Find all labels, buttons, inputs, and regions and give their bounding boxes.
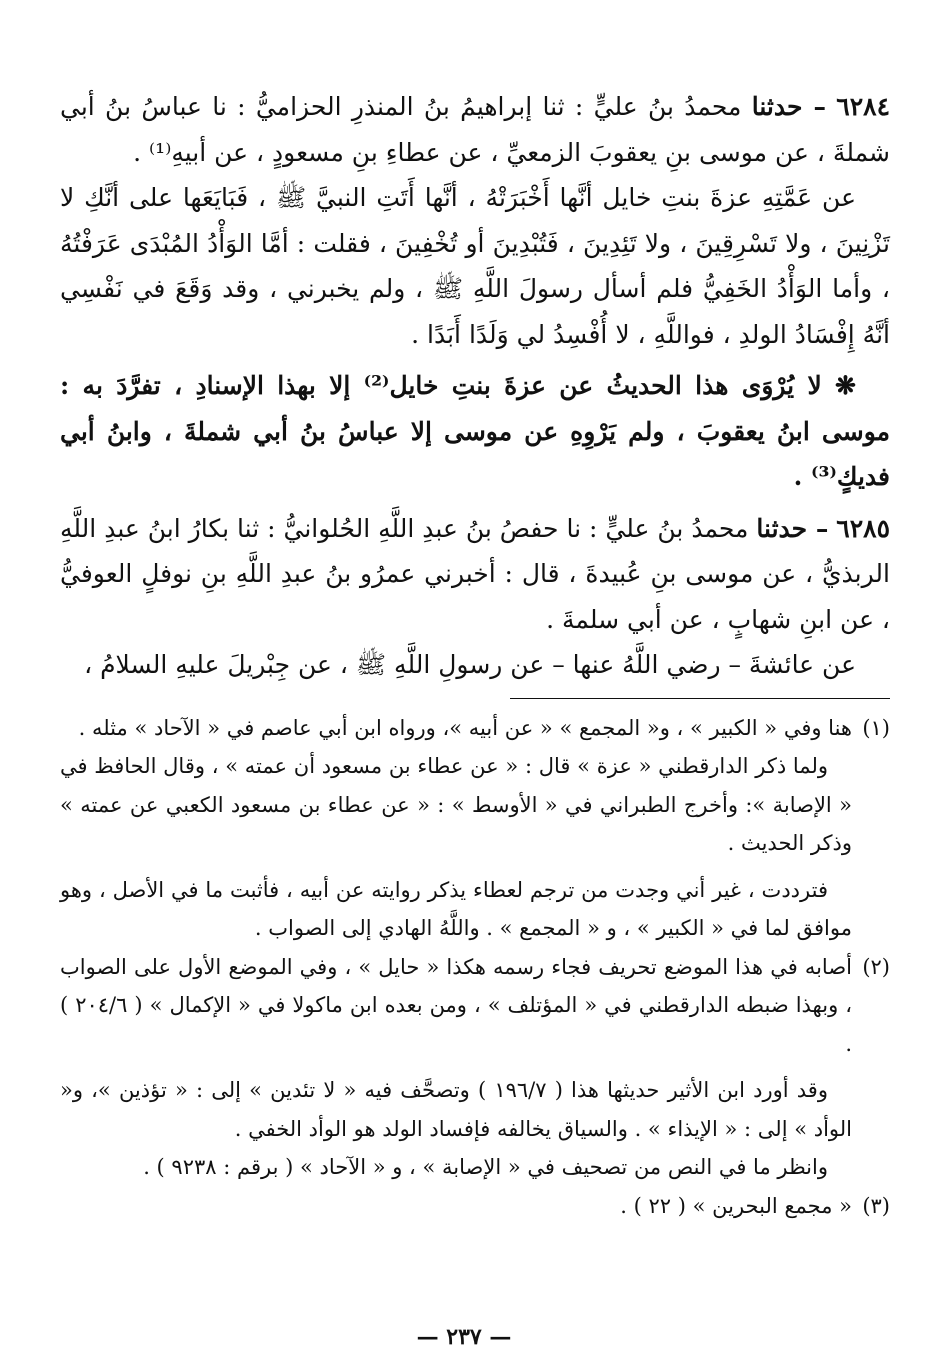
hadith-opening: – حدثنا [756, 513, 829, 543]
hadith-6284-matn: عن عَمَّتِهِ عزةَ بنتِ خايل أنَّها أَخْبَرَتْهُ ، أنَّها أَتَتِ النبيَّ ﷺ ، فَبَايَعَها على أنَّكِ لا تَزْنِينَ ، ولا تَسْرِقِينَ ، ولا تَئِدِينَ ، فَتُبْدِينَ أو تُخْفِينَ ، فقلت : أمَّا الوَأْدُ المُبْدَى عَرَفْتُهُ ، وأما الوَأْدُ الخَفِيُّ فلم أسأل رسولَ اللَّهِ ﷺ ، ولم يخبرني ، وقد وَقَعَ في نَفْسِي أنَّهُ إِفْسَادُ الولدِ ، فواللَّهِ ، لا أُفْسِدُ لي وَلَدًا أَبَدًا . [60, 183, 890, 349]
footnote-text: « مجمع البحرين » ( ٢٢ ) . [620, 1193, 852, 1218]
footnote-2 [60, 948, 890, 1064]
hadith-opening: – حدثنا [751, 92, 826, 121]
footnote-text: هنا وفي « الكبير » ، و« المجمع » « عن أبيه »، ورواه ابن أبي عاصم في « الآحاد » مثله . [78, 715, 852, 740]
hadith-6284-isnad [60, 84, 890, 175]
footnote-3 [60, 1187, 890, 1226]
isnad-text: محمدُ بنُ عليٍّ : نا حفصُ بنُ عبدِ اللَّهِ الحُلوانيُّ : ثنا بكارُ ابنُ عبدِ اللَّهِ الربذيُّ ، عن موسى بنِ عُبيدةَ ، قال : أخبرني عمرُو بنُ عبدِ اللَّهِ بنِ نوفلٍ العوفيُّ ، عن ابنِ شهابٍ ، عن أبي سلمةَ . [60, 513, 890, 634]
footnote-mark: (١) [862, 715, 890, 740]
hadith-6285-isnad [60, 506, 890, 643]
footnote-2-continuation: وانظر ما في النص من تصحيف في « الإصابة » ، و « الآحاد » ( برقم : ٩٢٣٨ ) . [143, 1155, 828, 1179]
footnote-mark: (٢) [862, 954, 890, 979]
hadith-number: ٦٢٨٥ [836, 513, 891, 543]
page-number: — ٢٣٧ — [416, 1324, 512, 1350]
footnote-divider [510, 698, 890, 699]
page-content [60, 84, 890, 1225]
footnote-text: أصابه في هذا الموضع تحريف فجاء رسمه هكذا « حايل » ، وفي الموضع الأول على الصواب ، وبهذا ضبطه الدارقطني في « المؤتلف » ، ومن بعده ابن ماكولا في « الإكمال » ( ٢٠٤/٦ ) . [60, 954, 852, 1056]
footnote-1-continuation: ولما ذكر الدارقطني « عزة » قال : « عن عطاء بن مسعود أن عمته » ، وقال الحافظ في « الإصابة »: وأخرج الطبراني في « الأوسط » : « عن عطاء بن مسعود الكعبي عن عمته » وذكر الحديث . [60, 754, 852, 855]
footnote-1-continuation: فترددت ، غير أني وجدت من ترجم لعطاء يذكر روايته عن أبيه ، فأثبت ما في الأصل ، وهو موافق لما في « الكبير » ، و « المجمع » . واللَّهُ الهادي إلى الصواب . [60, 877, 852, 940]
footnote-mark: (٣) [862, 1193, 890, 1218]
hadith-6285-matn: عن عائشةَ – رضي اللَّهُ عنها – عن رسولِ اللَّهِ ﷺ ، عن جِبْريلَ عليهِ السلامُ ، [84, 650, 856, 679]
hadith-number: ٦٢٨٤ [836, 92, 890, 121]
hadith-6284-note: ❋ لا يُرْوَى هذا الحديثُ عن عزةَ بنتِ خايل⁽²⁾ إلا بهذا الإسنادِ ، تفرَّدَ به : موسى ابنُ يعقوبَ ، ولم يَرْوِهِ عن موسى إلا عباسُ بنُ أبي شملةَ ، وابنُ أبي فديكٍ⁽³⁾ . [60, 371, 890, 491]
footnote-2-continuation: وقد أورد ابن الأثير حديثها هذا ( ١٩٦/٧ ) وتصحَّف فيه « لا تئدين » إلى : « تؤذين »، و« الوأد » إلى : « الإيذاء » . والسياق يخالفه فإفساد الولد هو الوأد الخفي . [60, 1078, 852, 1141]
footnote-1 [60, 709, 890, 748]
isnad-text: محمدُ بنُ عليٍّ : ثنا إبراهيمُ بنُ المنذرِ الحزاميُّ : نا عباسُ بنُ أبي شملةَ ، عن موسى بنِ يعقوبَ الزمعيِّ ، عن عطاءِ بنِ مسعودٍ ، عن أبيهِ⁽¹⁾ . [60, 92, 890, 167]
